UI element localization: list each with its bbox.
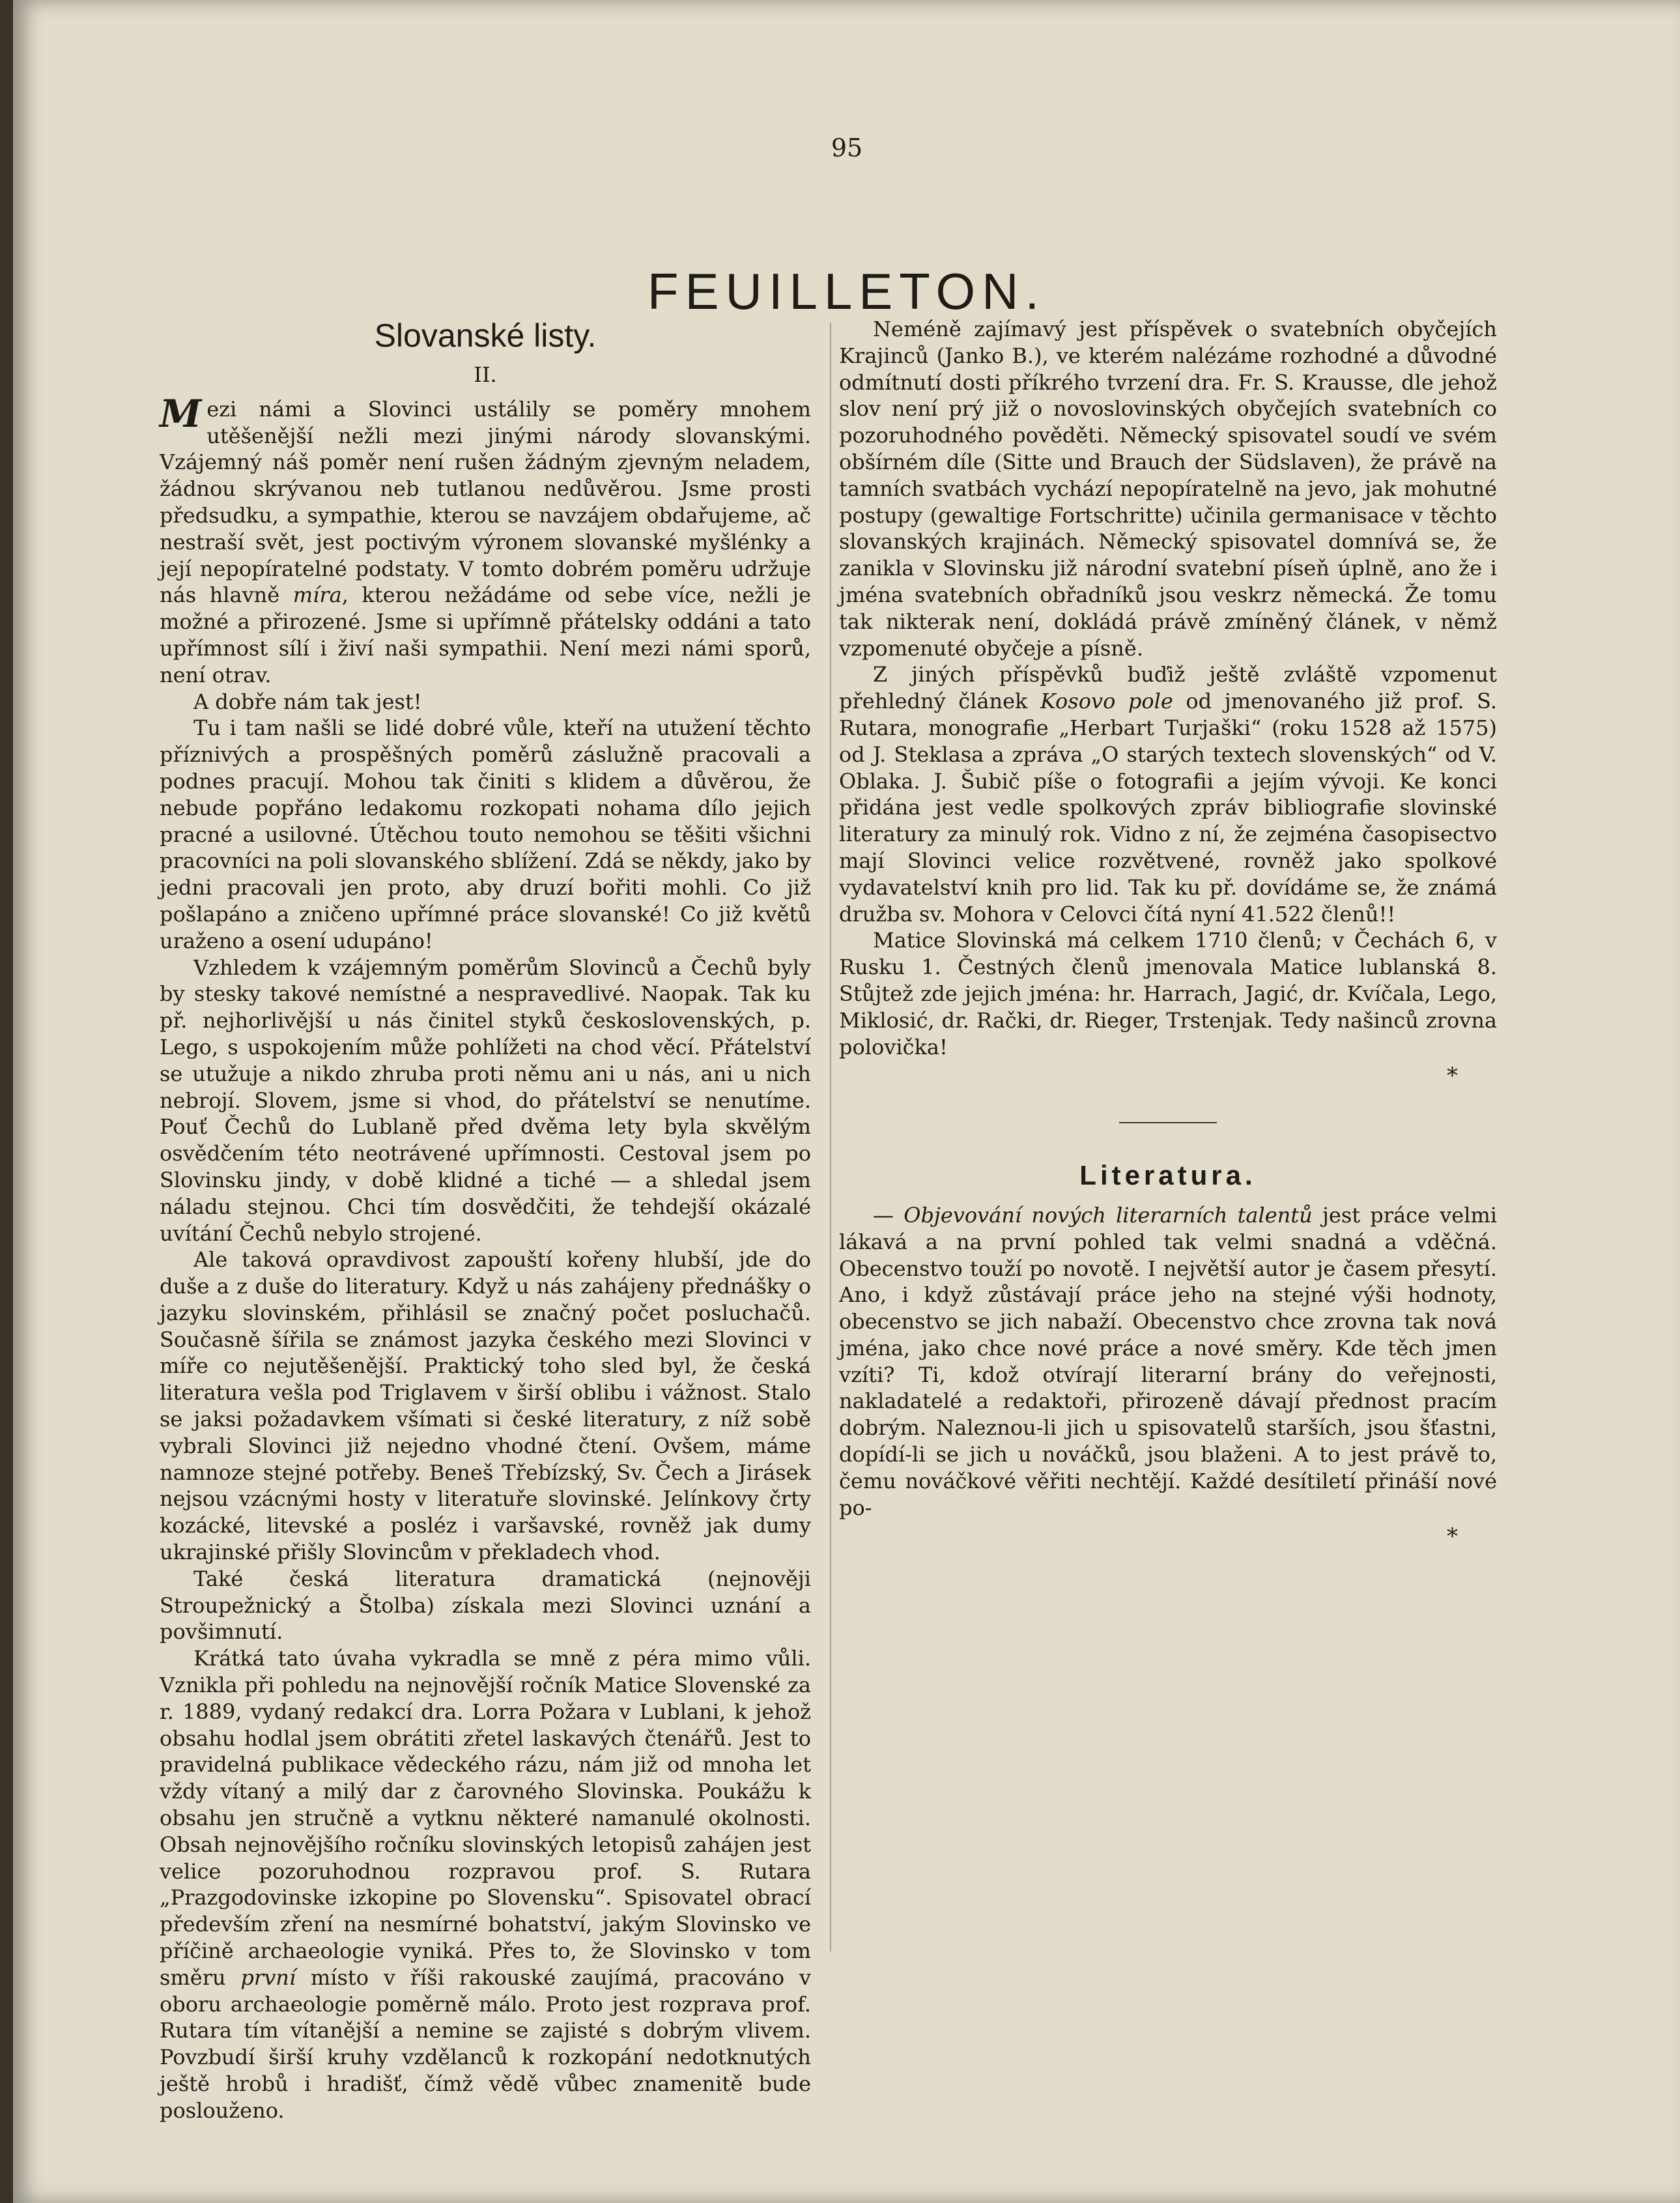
column-divider	[830, 323, 831, 1951]
paragraph-9: Z jiných příspěvků buďiž ještě zvláště vzpomenut přehledný článek Kosovo pole od jmenovaného již prof. S. Rutara, monografie „Herbart Turjaški“ (roku 1528 až 1575) od J. Steklasa a zpráva „O starých textech slovenských“ od V. Oblaka. J. Šubič píše o fotografii a jejím vývoji. Ke konci přidána jest vedle spolkových zpráv bibliografie slovinské literatury za minulý rok. Vidno z ní, že zejména časopisectvo mají Slovinci velice rozvětvené, rovněž jako spolkové vydavatelství knih pro lid. Tak ku př. dovídáme se, že známá družba sv. Mohora v Celovci čítá nyní 41.522 členů!!	[839, 662, 1498, 927]
paragraph-4: Vzhledem k vzájemným poměrům Slovinců a Čechů byly by stesky takové nemístné a nespravedlivé. Naopak. Tak ku př. nejhorlivější u nás činitel styků československých, p. Lego, s uspokojením může pohlížeti na chod věcí. Přátelství se utužuje a nikdo zhruba proti němu ani u nás, ani u nich nebrojí. Slovem, jsme si vhod, do přátelství se nenutíme. Pouť Čechů do Lublaně před dvěma lety byla skvělým osvědčením této neotrávené upřímnosti. Cestoval jsem po Slovinsku jindy, v době klidné a tiché — a shledal jsem náladu stejnou. Chci tím dosvědčiti, že tehdejší okázalé uvítání Čechů nebylo strojené.	[160, 955, 811, 1246]
literatura-paragraph: — Objevování nových literarních talentů jest práce velmi lákavá a na první pohled tak velmi snadná a vděčná. Obecenstvo touží po novotě. I největší autor je časem přesytí. Ano, i když zůstávají práce jeho na stejné výši hodnoty, obecenstvo se jich nabaží. Obecenstvo chce zrovna tak nová jména, jako chce nové práce a nové směry. Kde těch jmen vzíti? Ti, kdož otvírají literarní brány do veřejnosti, nakladatelé a redaktoři, přirozeně dávají přednost pracím dobrým. Naleznou-li jich u spisovatelů starších, jsou šťastni, dopídí-li se jich u nováčků, jsou blaženi. A to jest právě to, čemu nováčkové věřiti nechtějí. Každé desítiletí přináší nové po-	[839, 1202, 1498, 1520]
paragraph-7: Krátká tato úvaha vykradla se mně z péra mimo vůli. Vznikla při pohledu na nejnovější ročník Matice Slovenské za r. 1889, vydaný redakcí dra. Lorra Požara v Lublani, k jehož obsahu hodlal jsem obrátiti zřetel laskavých čtenářů. Jest to pravidelná publikace vědeckého rázu, nám již od mnoha let vždy vítaný a milý dar z čarovného Slovinska. Poukážu k obsahu jen stručně a vytknu některé namanulé okolnosti. Obsah nejnovějšího ročníku slovinských letopisů zahájen jest velice pozoruhodnou rozpravou prof. S. Rutara „Prazgodovinske izkopine po Slovensku“. Spisovatel obrací především zření na nesmírné bohatství, jakým Slovinsko ve příčině archaeologie vyniká. Přes to, že Slovinsko v tom směru první místo v říši rakouské zaujímá, pracováno v oboru archaeologie poměrně málo. Proto jest rozprava prof. Rutara tím vítanější a nemine se zajisté s dobrým vlivem. Povzbudí širší kruhy vzdělanců k rozkopání nedotknutých ještě hrobů i hradišť, čímž vědě vůbec znamenitě bude poslouženo.	[160, 1646, 812, 2123]
page	[13, 0, 1680, 2203]
paragraph-5: Ale taková opravdivost zapouští kořeny hlubší, jde do duše a z duše do literatury. Když u nás zahájeny přednášky o jazyku slovinském, přihlásil se značný počet posluchačů. Současně šířila se známost jazyka českého mezi Slovinci v míře co nejutěšenější. Praktický toho sled byl, že česká literatura vešla pod Triglavem v širší oblibu i vážnost. Stalo se jaksi požadavkem všímati si české literatury, z níž sobě vybrali Slovinci již nejedno vhodné čtení. Ovšem, máme namnoze stejné potřeby. Beneš Třebízský, Sv. Čech a Jirásek nejsou vzácnými hosty v literatuře slovinské. Jelínkovy črty kozácké, litevské a posléz i varšavské, rovněž jak dumy ukrajinské přišly Slovincům v překladech vhod.	[160, 1247, 811, 1565]
literatura-title: Literatura.	[1079, 1160, 1257, 1191]
left-column	[160, 316, 811, 2124]
paragraph-10: Matice Slovinská má celkem 1710 členů; v Čechách 6, v Rusku 1. Čestných členů jmenovala Matice lublanská 8. Stůjtež zde jejich jména: hr. Harrach, Jagić, dr. Kvíčala, Lego, Miklosić, dr. Rački, dr. Rieger, Trstenjak. Tedy našinců zrovna polovička!	[839, 928, 1497, 1059]
section-rule	[1119, 1122, 1217, 1123]
right-column	[839, 316, 1497, 1550]
paragraph-6: Také česká literatura dramatická (nejnověji Stroupežnický a Štolba) získala mezi Slovinci uznání a povšimnutí.	[160, 1566, 811, 1645]
literatura-signature: *	[1447, 1523, 1458, 1550]
article-signature: *	[1447, 1063, 1458, 1089]
dropcap: M	[160, 391, 202, 436]
paragraph-8: Neméně zajímavý jest příspěvek o svatebních obyčejích Krajinců (Janko B.), ve kterém nalézáme rozhodné a důvodné odmítnutí dosti příkrého tvrzení dra. Fr. S. Krausse, dle jehož slov není prý již o novoslovinských obyčejích svatebních co pozoruhodného pověděti. Německý spisovatel soudí ve svém obšírném díle (Sitte und Brauch der Südslaven), že právě na tamních svatbách vychází nepopíratelně na jevo, jak mohutné postupy (gewaltige Fortschritte) učinila germanisace v těchto slovanských krajinách. Německý spisovatel domnívá se, že zanikla v Slovinsku již národní svatební píseň úplně, ano že i jména svatebních obřadníků jsou veskrz německá. Že tomu tak nikterak není, dokládá právě zmíněný článek, v němž vzpomenuté obyčeje a písně.	[839, 317, 1497, 661]
paragraph-3: Tu i tam našli se lidé dobré vůle, kteří na utužení těchto příznivých a prospěšných poměrů záslužně pracovali a podnes pracují. Mohou tak činiti s klidem a důvěrou, že nebude popřáno ledakomu rozkopati nohama dílo jejich pracné a usilovné. Útěchou touto nemohou se těšiti všichni pracovníci na poli slovanského sblížení. Zdá se někdy, jako by jedni pracovali jen proto, aby druzí bořiti mohli. Co již pošlapáno a zničeno upřímné práce slovanské! Co již květů uraženo a osení udupáno!	[160, 715, 811, 953]
page-number: 95	[831, 134, 863, 162]
paragraph-2: A dobře nám tak jest!	[193, 689, 422, 714]
article-title: Slovanské listy.	[374, 317, 597, 354]
article-part: II.	[474, 362, 497, 387]
paragraph-1: Mezi námi a Slovinci ustálily se poměry mnohem utěšenější nežli mezi jinými národy slovanskými. Vzájemný náš poměr není rušen žádným zjevným neladem, žádnou skrývanou neb tutlanou nedůvěrou. Jsme prosti předsudku, a sympathie, kterou se navzájem obdařujeme, ač nestraší svět, jest poctivým výronem slovanské myšlénky a její nepopíratelné podstaty. V tomto dobrém poměru udržuje nás hlavně míra, kterou nežádáme od sebe více, nežli je možné a přirozené. Jsme si upřímně přátelsky oddáni a tato upřímnost sílí i živí naši sympathii. Není mezi námi sporů, není otrav.	[160, 391, 811, 687]
feuilleton-heading: FEUILLETON.	[647, 263, 1046, 321]
